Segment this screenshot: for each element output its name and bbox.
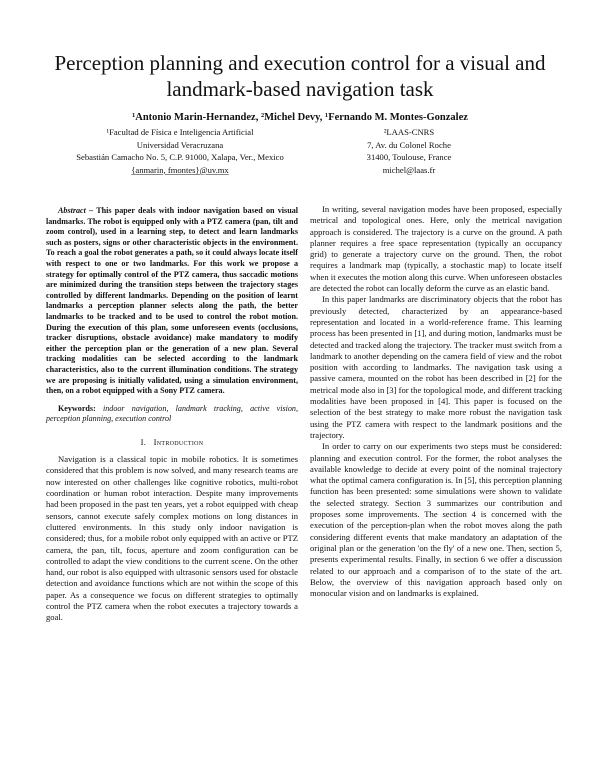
keywords (46, 404, 298, 425)
affiliation-right-email[interactable]: michel@laas.fr (382, 164, 436, 175)
keywords-label: Keywords: (58, 403, 96, 413)
paper-title: Perception planning and execution control for a visual and landmark-based navigation task (54, 51, 546, 101)
intro-paragraph: Navigation is a classical topic in mobile robotics. It is sometimes considered that this problem is now solved, and many research teams are now interested on other challenges like cognitive robotics, multi-robot coordination or human robot interaction. Despite many improvements had been proposed in the past ten years, yet a robot equipped with cheap sensors, cannot execute safely complex motions on long distances in cluttered environments. In this study only indoor navigation is considered; thus, for a mobile robot only equipped with an active or PTZ camera, the pan, tilt, focus, aperture and zoom configuration can be controlled to adapt the view conditions to the current scene. On the other hand, our robot is also equipped with ultrasonic sensors used for obstacle detection and avoidance functions which are not within the scope of this paper. As a consequence we focus on different strategies to optimally control the PTZ camera when the robot executes a trajectory towards a goal. (46, 454, 298, 623)
body-paragraph: In writing, several navigation modes have been proposed, especially metrical and topological ones. Here, only the metrical navigation approach is considered. The trajectory is a curve on the ground. A path planner requires a free space representation (typically an occupancy grid) to generate a trajectory curve on the ground. Then, the robot requires a landmark map (typically, a stochastic map) to locate itself when it executes the motion along this curve. When unforeseen obstacles are detected the robot can locally deform the curve as an elastic band. (310, 204, 562, 294)
abstract-label: Abstract – (58, 206, 94, 215)
abstract (46, 206, 298, 397)
section-title: Introduction (153, 436, 204, 447)
affiliation-right (334, 126, 484, 176)
affiliation-left (52, 126, 308, 176)
body-paragraph: In order to carry on our experiments two steps must be considered: planning and execution control. For the former, the robot analyses the available knowledge to decide at every point of the nominal trajectory what the optimal camera configuration is. In [5], this perception planning function has been presented: some simulations were shown to validate the selected strategy. Section 3 summarizes our contribution and proposes some improvements. The section 4 is concerned with the execution of the perception-plan when the robot moves along the path considering different events that make mandatory an adaptation of the original plan or the generation 'on the fly' of a new one. Then, section 5, presents experimental results. Finally, in section 6 we offer a discussion related to our approach and a comparison of to the state of the art. Below, the overview of this navigation approach based only on monocular vision and on landmarks is explained. (310, 441, 563, 599)
affiliation-left-line1: ¹Facultad de Física e Inteligencia Artificial (106, 127, 254, 137)
right-column (310, 204, 562, 599)
body-paragraph: In this paper landmarks are discriminatory objects that the robot has previously detected, characterized by an appearance-based representation and located in a world-reference frame. This learning process has been presented in [1], and during motion, landmarks must be detected and tracked along the trajectory. The tracker must switch from a landmark to another depending on the camera field of view and the robot position with according to landmarks. The navigation task using a passive camera, mounted on the robot has been described in [2] for the metrical mode also in [3] for the topological mode, and different tracking modalities have been proposed in [4]. This paper is focused on the selection of the best strategy to make more robust the navigation task using the PTZ camera with respect to the landmark positions and the trajectory. (310, 294, 562, 440)
affiliation-left-line3: Sebastián Camacho No. 5, C.P. 91000, Xalapa, Ver., Mexico (76, 152, 284, 163)
affiliation-left-email[interactable]: {anmarin, fmontes}@uv.mx (131, 164, 229, 175)
abstract-text: This paper deals with indoor navigation based on visual landmarks. The robot is equipped only with a PTZ camera (pan, tilt and zoom control), used in a learning step, to detect and learn landmarks such as posters, signs or other characteristic objects in the environment. To reach a goal the robot generates a path, so it could always locate itself with respect to one or two landmarks. For this work we propose a strategy for optimally control of the PTZ camera, thus saccadic motions are minimized during the transition steps between the trajectory stages controlled by different landmarks. Depending on the position of learnt landmarks a perception planner selects along the path, the better landmarks to be tracked and to be used to control the robot motion. During the execution of this plan, some unforeseen events (occlusions, tracker disruptions, obstacle avoidance) make mandatory to modify either the perception plan or the generation of a new plan. Several tracking modalities can be selected according to the landmark characteristics, also to the current illumination conditions. The strategy we are proposing is initially validated, using a simulation environment, then, on a robot equipped with a Sony PTZ camera. (46, 206, 298, 396)
author-list: ¹Antonio Marin-Hernandez, ²Michel Devy, ¹Fernando M. Montes-Gonzalez (132, 112, 468, 123)
section-heading (46, 437, 298, 448)
affiliation-right-line3: 31400, Toulouse, France (366, 152, 452, 163)
affiliation-right-line1: ²LAAS-CNRS (383, 127, 435, 137)
section-number: I. (140, 436, 147, 447)
affiliation-left-line2: Universidad Veracruzana (136, 139, 224, 150)
left-column (46, 206, 298, 624)
affiliation-right-line2: 7, Av. du Colonel Roche (367, 139, 451, 150)
keywords-text: indoor navigation, landmark tracking, active vision, perception planning, execution control (46, 403, 298, 424)
